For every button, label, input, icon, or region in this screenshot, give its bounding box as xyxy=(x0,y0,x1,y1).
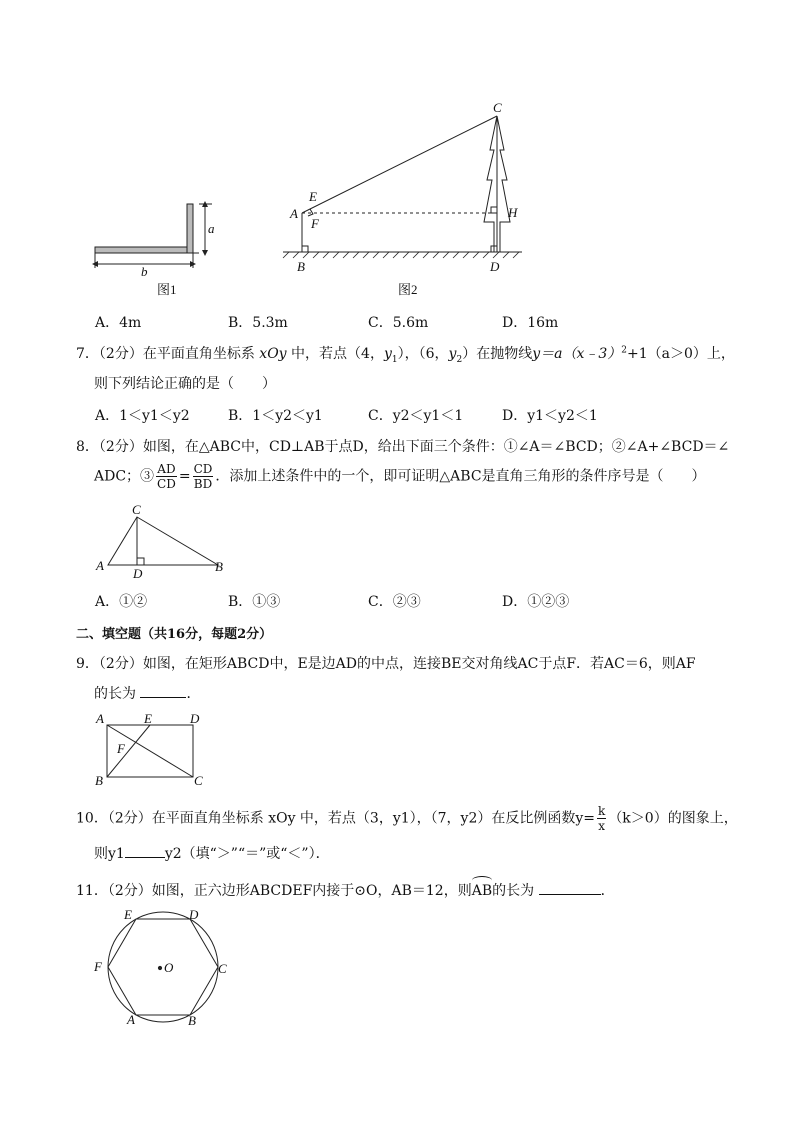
q10-line1-b: （k＞0）的图象上， xyxy=(608,810,738,827)
q7-func: y＝a（x﹣3） xyxy=(532,346,622,362)
q8-number: 8． xyxy=(76,439,99,455)
q9-label-E: E xyxy=(144,711,152,726)
q11-score: （2分） xyxy=(107,883,152,899)
q8-triangle-figure xyxy=(108,517,218,565)
q8-frac2-num: CD xyxy=(193,462,213,476)
fig2-label-F: F xyxy=(311,216,319,231)
q9-line1-text: 如图，在矩形ABCD中，E是边AD的中点，连接BE交对角线AC于点F．若AC＝6，则AF xyxy=(142,656,696,672)
q8-label-B: B xyxy=(215,559,223,574)
q9-line2-text: 的长为 xyxy=(94,686,136,702)
fig1-caption: 图1 xyxy=(157,282,177,297)
q11-line1-a: 如图，正六边形ABCDEF内接于⊙O，AB＝12，则 xyxy=(151,883,472,899)
q8-option-d[interactable]: D．①②③ xyxy=(502,594,570,610)
q9-line2 xyxy=(94,683,200,703)
q6-option-c[interactable]: C．5.6m xyxy=(368,315,429,331)
fig2-caption: 图2 xyxy=(398,282,418,297)
q6-option-b[interactable]: B．5.3m xyxy=(228,315,288,331)
q9-line1 xyxy=(76,653,696,673)
q8-eq: = xyxy=(178,468,191,485)
q11-label-C: C xyxy=(218,961,227,976)
q9-label-F: F xyxy=(117,741,125,756)
q8-frac1-num: AD xyxy=(157,462,176,476)
q8-line2-a: ADC；③ xyxy=(94,468,155,485)
q10-frac-num: k xyxy=(598,804,606,818)
q11-arc-ab xyxy=(472,883,492,899)
q7-text-e: +1（a＞0）上， xyxy=(627,346,735,362)
q11-hexagon-circle-figure xyxy=(108,912,218,1022)
q7-text-d: ）在抛物线 xyxy=(462,346,533,362)
q9-score: （2分） xyxy=(98,656,143,672)
q9-label-B: B xyxy=(95,773,103,788)
q11-line1-c: ． xyxy=(600,883,615,899)
q8-option-b[interactable]: B．①③ xyxy=(228,594,281,610)
fig2-label-D: D xyxy=(490,259,500,274)
q10-score: （2分） xyxy=(107,810,152,827)
q11-answer-blank[interactable] xyxy=(539,882,601,895)
q10-line2 xyxy=(94,843,330,863)
q8-line2 xyxy=(94,462,706,491)
fig1-label-b: b xyxy=(141,264,148,279)
q8-option-a[interactable]: A．①② xyxy=(95,594,148,610)
q10-line2-a: 则y1 xyxy=(94,846,125,862)
q10-number: 10． xyxy=(76,810,108,827)
q8-frac1-den: CD xyxy=(157,477,176,491)
q11-line1-b: 的长为 xyxy=(492,883,535,899)
q7-exp: 2 xyxy=(621,345,627,356)
q9-number: 9． xyxy=(76,656,99,672)
fig2-label-H: H xyxy=(508,205,518,220)
q11-label-A: A xyxy=(127,1012,135,1027)
q7-line1: 7．（2分）在平面直角坐标系 xOy 中，若点（4，$y_1$），（6，$y_2$）在抛物线y＝a（x﹣3）$^2$+1（a＞0）上， xyxy=(76,345,735,365)
q7-y1: y xyxy=(383,346,392,362)
q11-arc-text: AB xyxy=(471,883,493,899)
q8-score: （2分） xyxy=(98,439,143,455)
q10-line1-a: 在平面直角坐标系 xOy 中，若点（3，y1），（7，y2）在反比例函数 xyxy=(151,810,576,827)
q10-answer-blank[interactable] xyxy=(125,845,165,858)
q8-fraction-2 xyxy=(193,462,214,491)
q8-label-C: C xyxy=(132,502,141,517)
q10-frac-den: x xyxy=(598,819,606,833)
q8-fraction-1 xyxy=(156,462,177,491)
q8-label-A: A xyxy=(96,558,104,573)
q7-text-c: ），（6， xyxy=(397,346,449,362)
q10-func-y: y= xyxy=(575,810,596,827)
fig2-label-A: A xyxy=(290,206,298,221)
q6-option-a[interactable]: A．4m xyxy=(95,315,142,331)
section-2-heading: 二、填空题（共16分，每题2分） xyxy=(76,627,273,642)
q11-line1 xyxy=(76,880,615,900)
q9-answer-blank[interactable] xyxy=(140,685,186,698)
q11-label-D: D xyxy=(189,907,199,922)
fig2-label-C: C xyxy=(493,100,502,115)
q11-label-O: O xyxy=(164,960,174,975)
q8-label-D: D xyxy=(133,566,143,581)
q7-xoy: xOy xyxy=(259,346,287,362)
q8-line1-text: 如图，在△ABC中，CD⊥AB于点D，给出下面三个条件：①∠A＝∠BCD；②∠A+∠BCD＝∠ xyxy=(142,439,730,455)
q7-text-a: 在平面直角坐标系 xyxy=(142,346,255,362)
q7-option-b[interactable]: B．1＜y2＜y1 xyxy=(228,408,323,424)
q8-option-c[interactable]: C．②③ xyxy=(368,594,421,610)
fig2-label-B: B xyxy=(297,259,305,274)
q10-line2-b: y2（填“＞”“＝”或“＜”）． xyxy=(164,846,330,862)
q11-label-F: F xyxy=(94,959,102,974)
q7-score: （2分） xyxy=(98,346,143,362)
q7-line2: 则下列结论正确的是（ ） xyxy=(94,376,276,392)
q8-line1 xyxy=(76,436,729,456)
q9-line2-end: ． xyxy=(186,686,201,702)
figure-2-tree xyxy=(283,116,522,258)
q7-text-b: 中，若点（4， xyxy=(291,346,384,362)
q10-line1 xyxy=(76,804,738,833)
q8-frac2-den: BD xyxy=(193,477,213,491)
q7-option-d[interactable]: D．y1＜y2＜1 xyxy=(502,408,598,424)
q9-label-D: D xyxy=(190,711,200,726)
q7-number: 7． xyxy=(76,346,99,362)
q11-label-B: B xyxy=(188,1013,196,1028)
q11-label-E: E xyxy=(124,907,132,922)
q11-arc-mark xyxy=(472,876,492,885)
q9-label-C: C xyxy=(194,773,203,788)
q8-line2-b: ．添加上述条件中的一个，即可证明△ABC是直角三角形的条件序号是（ ） xyxy=(215,468,706,485)
figure-1-l-shape xyxy=(95,204,212,268)
fig1-label-a: a xyxy=(208,221,215,236)
fig2-label-E: E xyxy=(309,189,317,204)
q9-label-A: A xyxy=(96,711,104,726)
q10-fraction xyxy=(597,804,606,833)
q11-number: 11． xyxy=(76,883,108,899)
q6-option-d[interactable]: D．16m xyxy=(502,315,559,331)
q7-option-a[interactable]: A．1＜y1＜y2 xyxy=(95,408,190,424)
q7-option-c[interactable]: C．y2＜y1＜1 xyxy=(368,408,464,424)
